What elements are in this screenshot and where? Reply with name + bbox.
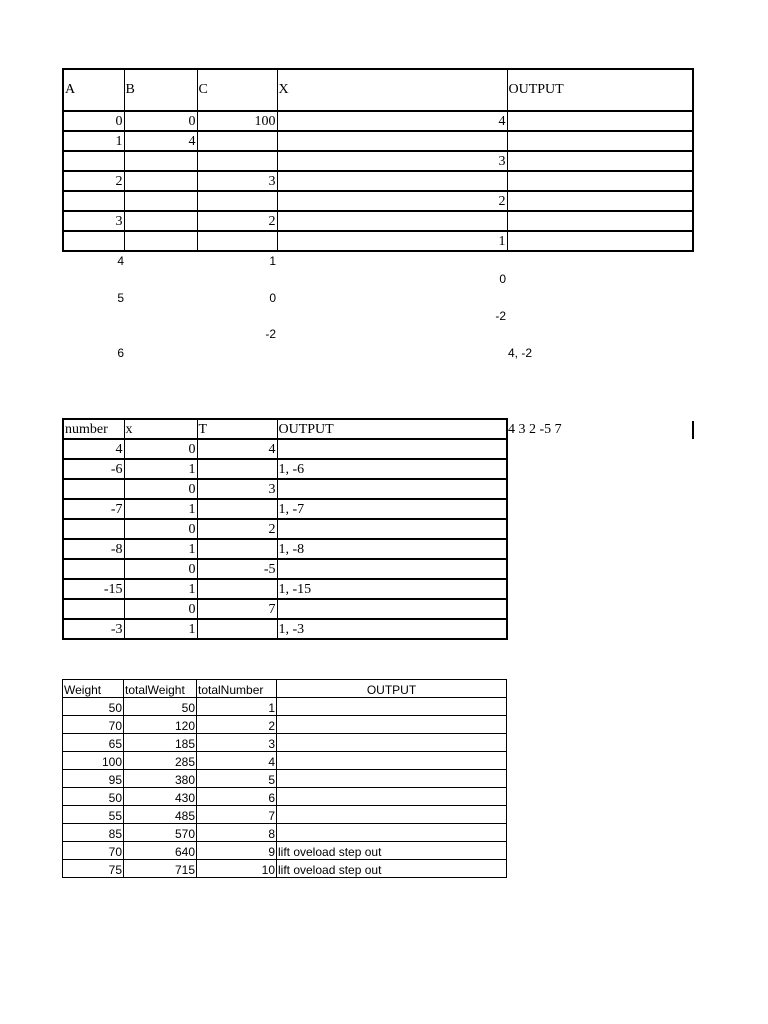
cell[interactable]: 3 bbox=[197, 734, 277, 752]
cell[interactable] bbox=[197, 131, 277, 151]
cell[interactable]: 1 bbox=[277, 231, 507, 251]
cell[interactable] bbox=[277, 131, 507, 151]
cell[interactable]: 2 bbox=[277, 191, 507, 211]
header-cell[interactable]: Weight bbox=[63, 680, 124, 698]
cell[interactable]: 715 bbox=[124, 860, 197, 878]
table-row bbox=[63, 579, 507, 599]
cell[interactable]: 100 bbox=[197, 111, 277, 131]
cell[interactable] bbox=[277, 716, 507, 734]
loose-cell[interactable]: 1 bbox=[269, 254, 276, 268]
loose-cell[interactable]: -2 bbox=[495, 309, 506, 323]
cell[interactable]: 1 bbox=[124, 539, 197, 559]
header-cell[interactable]: OUTPUT bbox=[277, 419, 507, 439]
cell[interactable] bbox=[277, 211, 507, 231]
cell[interactable] bbox=[197, 191, 277, 211]
cell[interactable] bbox=[63, 191, 124, 211]
cell[interactable]: 5 bbox=[197, 770, 277, 788]
cell[interactable] bbox=[277, 519, 507, 539]
trace-table-2 bbox=[62, 418, 508, 640]
table-header-row bbox=[63, 680, 507, 698]
cell[interactable] bbox=[277, 824, 507, 842]
cell[interactable] bbox=[63, 519, 124, 539]
cell[interactable]: 1, -6 bbox=[277, 459, 507, 479]
cell[interactable] bbox=[277, 770, 507, 788]
cell[interactable]: 70 bbox=[63, 716, 124, 734]
cell[interactable]: 75 bbox=[63, 860, 124, 878]
cell[interactable]: 640 bbox=[124, 842, 197, 860]
cell[interactable]: 2 bbox=[197, 716, 277, 734]
cell[interactable]: 1 bbox=[124, 619, 197, 639]
loose-output-cell[interactable]: 4, -2 bbox=[508, 346, 533, 360]
cell[interactable]: 2 bbox=[197, 519, 277, 539]
cell[interactable]: 8 bbox=[197, 824, 277, 842]
cell[interactable] bbox=[197, 539, 277, 559]
loose-cell[interactable]: -2 bbox=[265, 327, 276, 341]
loose-cell[interactable]: 6 bbox=[117, 346, 124, 360]
loose-cell[interactable]: 0 bbox=[499, 272, 506, 286]
trace-table-1 bbox=[62, 68, 694, 252]
table-row bbox=[63, 111, 693, 131]
cell[interactable]: 10 bbox=[197, 860, 277, 878]
cell[interactable]: 65 bbox=[63, 734, 124, 752]
table-row bbox=[63, 519, 507, 539]
cell[interactable] bbox=[124, 171, 197, 191]
cell[interactable]: 50 bbox=[63, 788, 124, 806]
cell[interactable]: 1, -3 bbox=[277, 619, 507, 639]
cell[interactable] bbox=[507, 131, 693, 151]
table-row bbox=[63, 860, 507, 878]
header-cell[interactable]: T bbox=[197, 419, 277, 439]
cell[interactable]: -15 bbox=[63, 579, 124, 599]
cell[interactable]: -5 bbox=[197, 559, 277, 579]
cell[interactable]: 0 bbox=[124, 439, 197, 459]
cell[interactable]: -3 bbox=[63, 619, 124, 639]
table-row bbox=[63, 479, 507, 499]
cell[interactable] bbox=[507, 111, 693, 131]
cell[interactable] bbox=[197, 579, 277, 599]
loose-cell[interactable]: 4 bbox=[117, 254, 124, 268]
header-cell[interactable]: C bbox=[197, 69, 277, 111]
table-row bbox=[63, 559, 507, 579]
cell[interactable] bbox=[63, 231, 124, 251]
cell[interactable] bbox=[507, 231, 693, 251]
cell[interactable]: 95 bbox=[63, 770, 124, 788]
header-cell[interactable]: totalNumber bbox=[197, 680, 277, 698]
table-row bbox=[63, 499, 507, 519]
cell[interactable]: 570 bbox=[124, 824, 197, 842]
cell[interactable]: 3 bbox=[63, 211, 124, 231]
cell[interactable]: 4 bbox=[277, 111, 507, 131]
cell[interactable] bbox=[124, 231, 197, 251]
table-row bbox=[63, 191, 693, 211]
cell[interactable] bbox=[507, 171, 693, 191]
cell[interactable]: 0 bbox=[124, 519, 197, 539]
loose-cell[interactable]: 0 bbox=[269, 291, 276, 305]
cell[interactable]: 430 bbox=[124, 788, 197, 806]
table-row bbox=[63, 211, 693, 231]
cell[interactable]: 85 bbox=[63, 824, 124, 842]
cell[interactable] bbox=[277, 788, 507, 806]
table-row bbox=[63, 716, 507, 734]
cell[interactable] bbox=[507, 191, 693, 211]
cell[interactable] bbox=[197, 151, 277, 171]
cell[interactable] bbox=[124, 191, 197, 211]
cell[interactable]: 2 bbox=[197, 211, 277, 231]
cell[interactable]: 3 bbox=[197, 479, 277, 499]
table-row bbox=[63, 842, 507, 860]
cell[interactable]: 185 bbox=[124, 734, 197, 752]
cell[interactable]: 6 bbox=[197, 788, 277, 806]
cell[interactable]: 1 bbox=[124, 459, 197, 479]
cell[interactable]: 100 bbox=[63, 752, 124, 770]
cell[interactable]: 0 bbox=[124, 559, 197, 579]
cell[interactable]: 0 bbox=[63, 111, 124, 131]
cell[interactable]: 2 bbox=[63, 171, 124, 191]
cell[interactable]: 485 bbox=[124, 806, 197, 824]
header-cell[interactable]: totalWeight bbox=[124, 680, 197, 698]
table-row bbox=[63, 599, 507, 619]
cell[interactable]: 0 bbox=[124, 599, 197, 619]
cell[interactable] bbox=[277, 752, 507, 770]
cell[interactable]: 1, -7 bbox=[277, 499, 507, 519]
table-row bbox=[63, 171, 693, 191]
cell[interactable]: 1 bbox=[124, 579, 197, 599]
table-row bbox=[63, 539, 507, 559]
text-cursor bbox=[692, 421, 694, 439]
header-cell[interactable]: A bbox=[63, 69, 124, 111]
header-cell[interactable]: X bbox=[277, 69, 507, 111]
cell[interactable]: 3 bbox=[277, 151, 507, 171]
cell[interactable]: 55 bbox=[63, 806, 124, 824]
cell[interactable] bbox=[277, 479, 507, 499]
cell[interactable] bbox=[63, 151, 124, 171]
cell[interactable] bbox=[124, 151, 197, 171]
cell[interactable]: 120 bbox=[124, 716, 197, 734]
cell[interactable]: 380 bbox=[124, 770, 197, 788]
cell[interactable] bbox=[277, 599, 507, 619]
cell[interactable]: 3 bbox=[197, 171, 277, 191]
cell[interactable] bbox=[197, 459, 277, 479]
cell[interactable] bbox=[277, 559, 507, 579]
cell[interactable]: 50 bbox=[63, 698, 124, 716]
table-row bbox=[63, 734, 507, 752]
cell[interactable] bbox=[277, 734, 507, 752]
cell[interactable]: 7 bbox=[197, 599, 277, 619]
cell[interactable]: 70 bbox=[63, 842, 124, 860]
cell[interactable]: 4 bbox=[197, 439, 277, 459]
cell[interactable]: 9 bbox=[197, 842, 277, 860]
cell[interactable]: 285 bbox=[124, 752, 197, 770]
header-cell[interactable]: OUTPUT bbox=[507, 69, 693, 111]
cell[interactable] bbox=[63, 599, 124, 619]
header-cell[interactable]: B bbox=[124, 69, 197, 111]
cell[interactable]: 4 bbox=[124, 131, 197, 151]
table-row bbox=[63, 131, 693, 151]
header-cell[interactable]: x bbox=[124, 419, 197, 439]
cell[interactable] bbox=[63, 559, 124, 579]
table-row bbox=[63, 439, 507, 459]
cell[interactable]: 4 bbox=[63, 439, 124, 459]
cell[interactable]: -6 bbox=[63, 459, 124, 479]
table-row bbox=[63, 806, 507, 824]
cell[interactable]: lift oveload step out bbox=[277, 842, 507, 860]
cell[interactable] bbox=[63, 479, 124, 499]
cell[interactable] bbox=[277, 439, 507, 459]
input-sequence-cell[interactable]: 4 3 2 -5 7 bbox=[508, 422, 562, 437]
cell[interactable]: 1 bbox=[197, 698, 277, 716]
header-cell[interactable]: number bbox=[63, 419, 124, 439]
cell[interactable]: 7 bbox=[197, 806, 277, 824]
table-row bbox=[63, 231, 693, 251]
cell[interactable]: 1, -15 bbox=[277, 579, 507, 599]
cell[interactable]: 50 bbox=[124, 698, 197, 716]
table-row bbox=[63, 752, 507, 770]
table-row bbox=[63, 698, 507, 716]
cell[interactable] bbox=[277, 806, 507, 824]
cell[interactable] bbox=[277, 698, 507, 716]
cell[interactable] bbox=[197, 499, 277, 519]
cell[interactable] bbox=[197, 231, 277, 251]
cell[interactable]: -7 bbox=[63, 499, 124, 519]
cell[interactable] bbox=[507, 211, 693, 231]
cell[interactable]: lift oveload step out bbox=[277, 860, 507, 878]
table-row bbox=[63, 824, 507, 842]
table-row bbox=[63, 770, 507, 788]
cell[interactable] bbox=[197, 619, 277, 639]
cell[interactable]: 1 bbox=[124, 499, 197, 519]
table-row bbox=[63, 619, 507, 639]
cell[interactable] bbox=[277, 171, 507, 191]
table-header-row bbox=[63, 69, 693, 111]
lift-weight-table bbox=[62, 679, 507, 878]
cell[interactable] bbox=[124, 211, 197, 231]
cell[interactable]: 1 bbox=[63, 131, 124, 151]
header-cell[interactable]: OUTPUT bbox=[277, 680, 507, 698]
table-row bbox=[63, 459, 507, 479]
loose-cell[interactable]: 5 bbox=[117, 291, 124, 305]
cell[interactable]: 0 bbox=[124, 111, 197, 131]
cell[interactable]: 4 bbox=[197, 752, 277, 770]
cell[interactable]: -8 bbox=[63, 539, 124, 559]
cell[interactable]: 1, -8 bbox=[277, 539, 507, 559]
table-header-row bbox=[63, 419, 507, 439]
cell[interactable] bbox=[507, 151, 693, 171]
table-row bbox=[63, 788, 507, 806]
table-row bbox=[63, 151, 693, 171]
cell[interactable]: 0 bbox=[124, 479, 197, 499]
